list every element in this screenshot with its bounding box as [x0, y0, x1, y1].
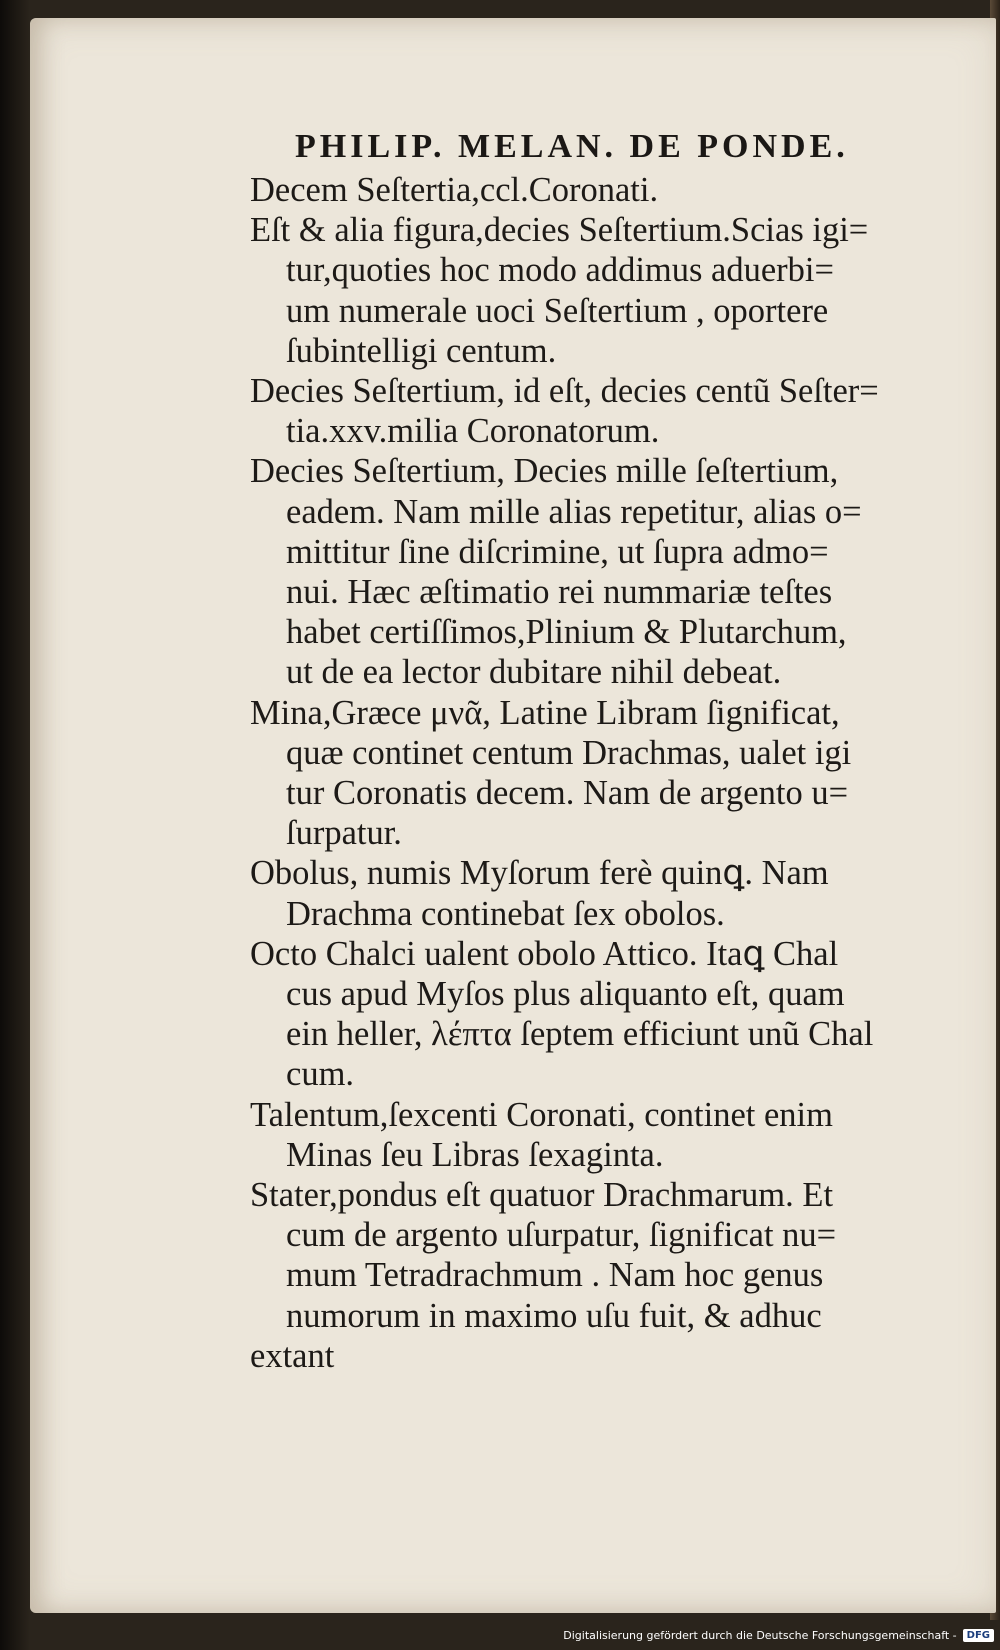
entry-paragraph — [250, 693, 960, 854]
text-line: Decies Seſtertium, id eſt, decies centũ Seſter= — [250, 372, 879, 411]
text-line: tia.xxv.milia Coronatorum. — [286, 412, 660, 451]
text-line: Mina,Græce μνᾶ, Latine Libram ſignificat, — [250, 693, 840, 732]
text-line: Talentum,ſexcenti Coronati, continet enim — [250, 1095, 833, 1134]
text-line: Obolus, numis Myſorum ferè quinꝗ. Nam — [250, 854, 829, 893]
text-line: Drachma continebat ſex obolos. — [286, 894, 725, 933]
entry-paragraph — [250, 170, 960, 210]
catchword: extant — [250, 1336, 335, 1375]
text-line: nui. Hæc æſtimatio rei nummariæ teſtes — [286, 573, 833, 612]
text-line: Octo Chalci ualent obolo Attico. Itaꝗ Chal — [250, 934, 839, 973]
text-line: quæ continet centum Drachmas, ualet igi — [286, 733, 852, 772]
text-line: ſurpatur. — [286, 814, 402, 853]
text-line: habet certiſſimos,Plinium & Plutarchum, — [286, 613, 847, 652]
text-line: mittitur ſine diſcrimine, ut ſupra admo= — [286, 532, 829, 571]
page-text — [250, 170, 960, 1376]
text-line: Decem Seſtertia,ccl.Coronati. — [250, 171, 659, 209]
text-line: numorum in maximo uſu fuit, & adhuc — [286, 1296, 822, 1335]
text-line: Stater,pondus eſt quatuor Drachmarum. Et — [250, 1176, 834, 1215]
entry-paragraph — [250, 934, 960, 1095]
text-line: Minas ſeu Libras ſexaginta. — [286, 1135, 664, 1174]
entry-paragraph — [250, 1095, 960, 1175]
footer-text: Digitalisierung gefördert durch die Deutsche Forschungsgemeinschaft - — [563, 1628, 957, 1642]
text-line: Eſt & alia figura,decies Seſtertium.Scias igi= — [250, 211, 869, 250]
text-line: cus apud Myſos plus aliquanto eſt, quam — [286, 975, 845, 1014]
text-line: cum. — [286, 1055, 355, 1094]
entry-paragraph — [250, 853, 960, 933]
text-line: tur,quoties hoc modo addimus aduerbi= — [286, 251, 834, 290]
text-line: ſubintelligi centum. — [286, 331, 557, 370]
text-line: cum de argento uſurpatur, ſignificat nu= — [286, 1216, 837, 1255]
dfg-logo: DFG — [963, 1629, 994, 1642]
text-line: mum Tetradrachmum . Nam hoc genus — [286, 1256, 824, 1295]
entry-paragraph — [250, 371, 960, 451]
footer-credit — [563, 1624, 994, 1646]
entry-paragraph — [250, 451, 960, 692]
text-line: um numerale uoci Seſtertium , oportere — [286, 291, 829, 330]
running-head: PHILIP. MELAN. DE PONDE. — [295, 128, 849, 165]
text-line: eadem. Nam mille alias repetitur, alias o= — [286, 492, 862, 531]
text-line: ut de ea lector dubitare nihil debeat. — [286, 653, 782, 692]
entry-paragraph — [250, 1175, 960, 1336]
text-line: Decies Seſtertium, Decies mille ſeſtertium, — [250, 452, 839, 491]
text-line: tur Coronatis decem. Nam de argento u= — [286, 774, 849, 813]
entry-paragraph — [250, 210, 960, 371]
text-line: ein heller, λέπτα ſeptem efficiunt unũ Chal — [286, 1015, 874, 1054]
